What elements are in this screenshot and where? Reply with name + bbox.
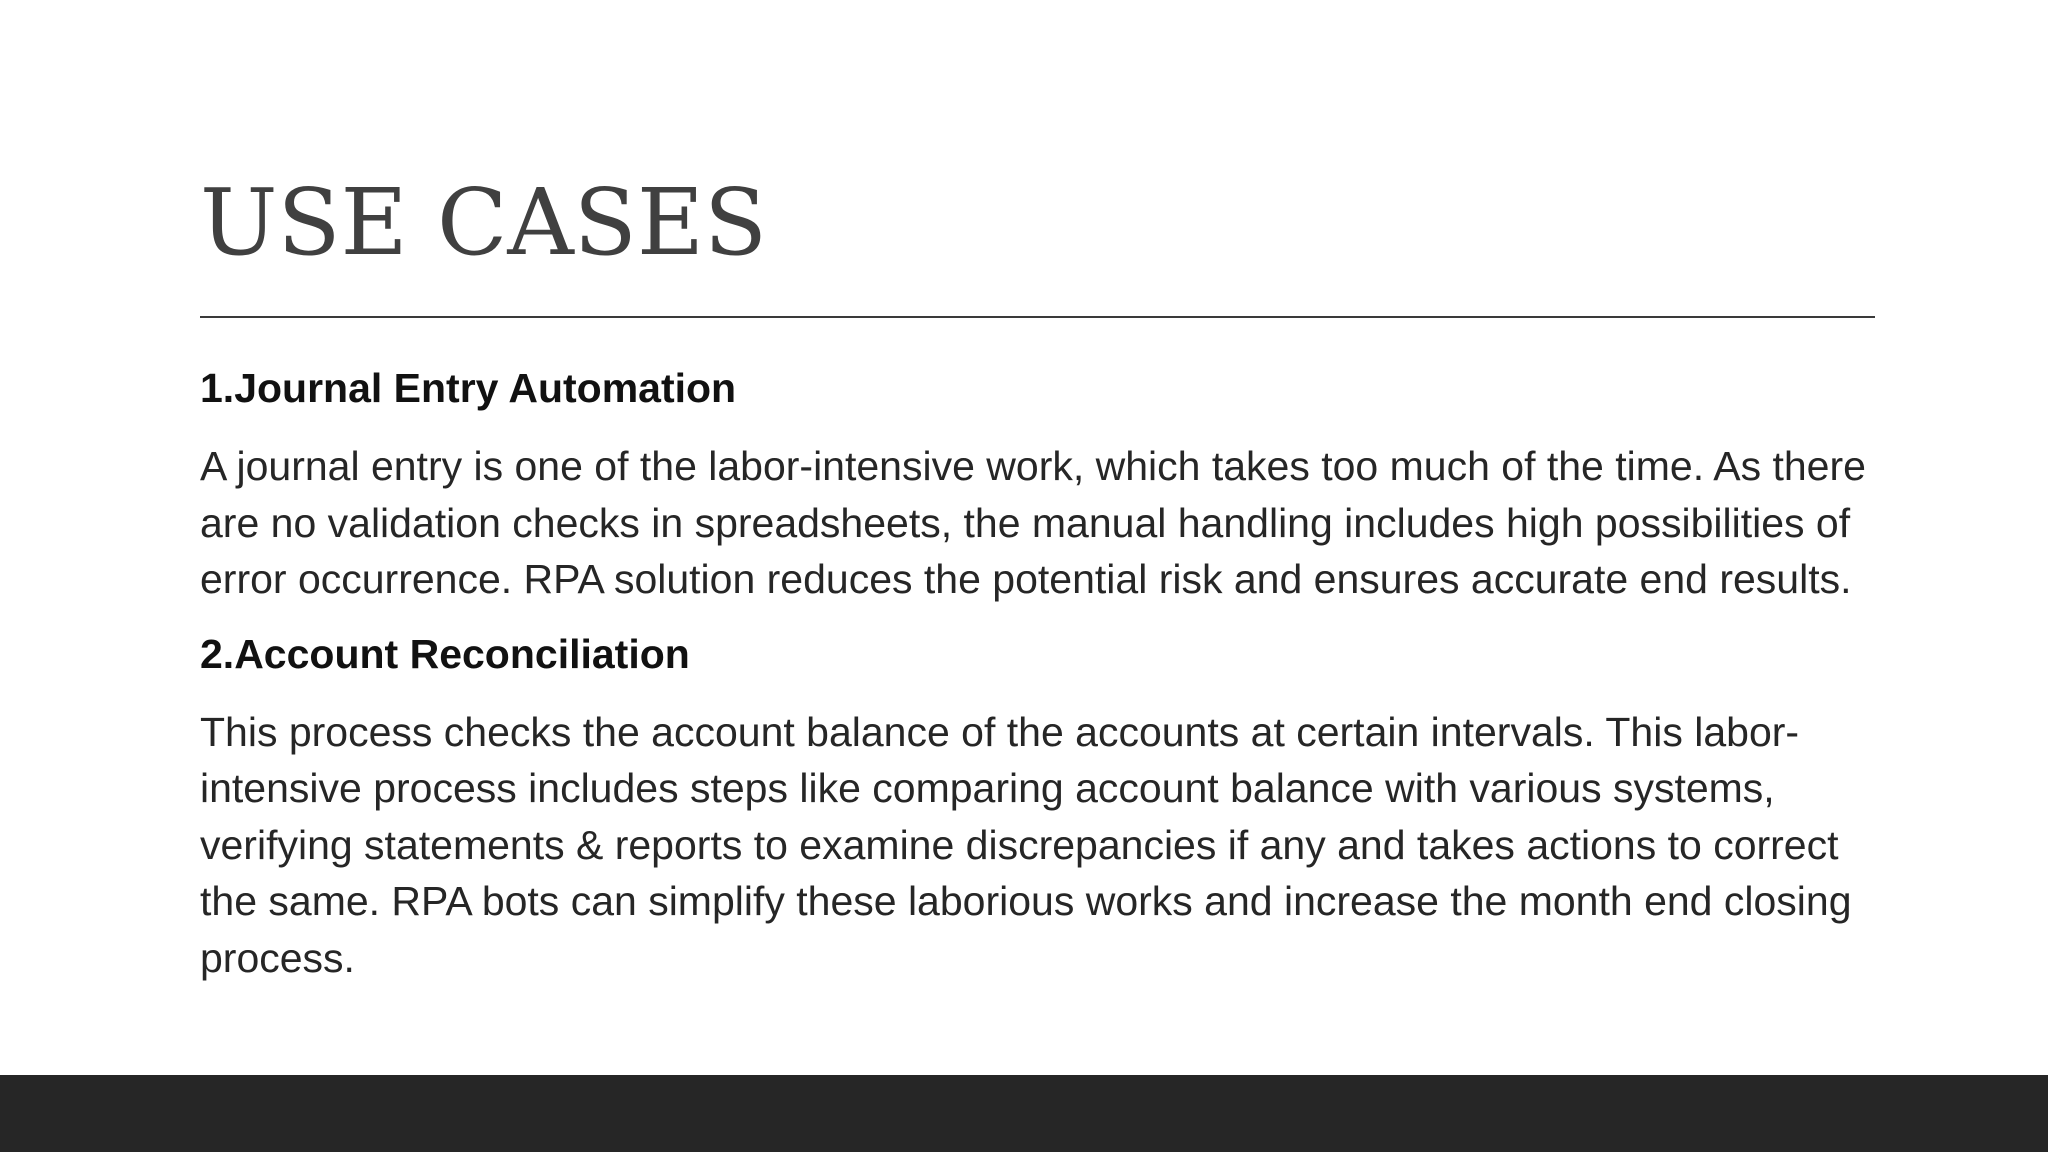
title-divider [200,316,1875,318]
section-body-journal-entry: A journal entry is one of the labor-intensive work, which takes too much of the time. As there are no validation checks in spreadsheets, the manual handling includes high possibilities of error occurrence. RPA solution reduces the potential risk and ensures accurate end results. [200,443,1866,602]
section-heading-journal-entry: 1.Journal Entry Automation [200,365,737,411]
footer-bar [0,1075,2048,1152]
slide-content [200,360,1880,1004]
section-heading-account-reconciliation: 2.Account Reconciliation [200,630,690,677]
section-body-account-reconciliation: This process checks the account balance of the accounts at certain intervals. This labor-intensive process includes steps like comparing account balance with various systems, verifying statements & reports to examine discrepancies if any and takes actions to correct the same. RPA bots can simplify these laborious works and increase the month end closing process. [200,708,1852,981]
slide-title: USE CASES [200,169,768,276]
